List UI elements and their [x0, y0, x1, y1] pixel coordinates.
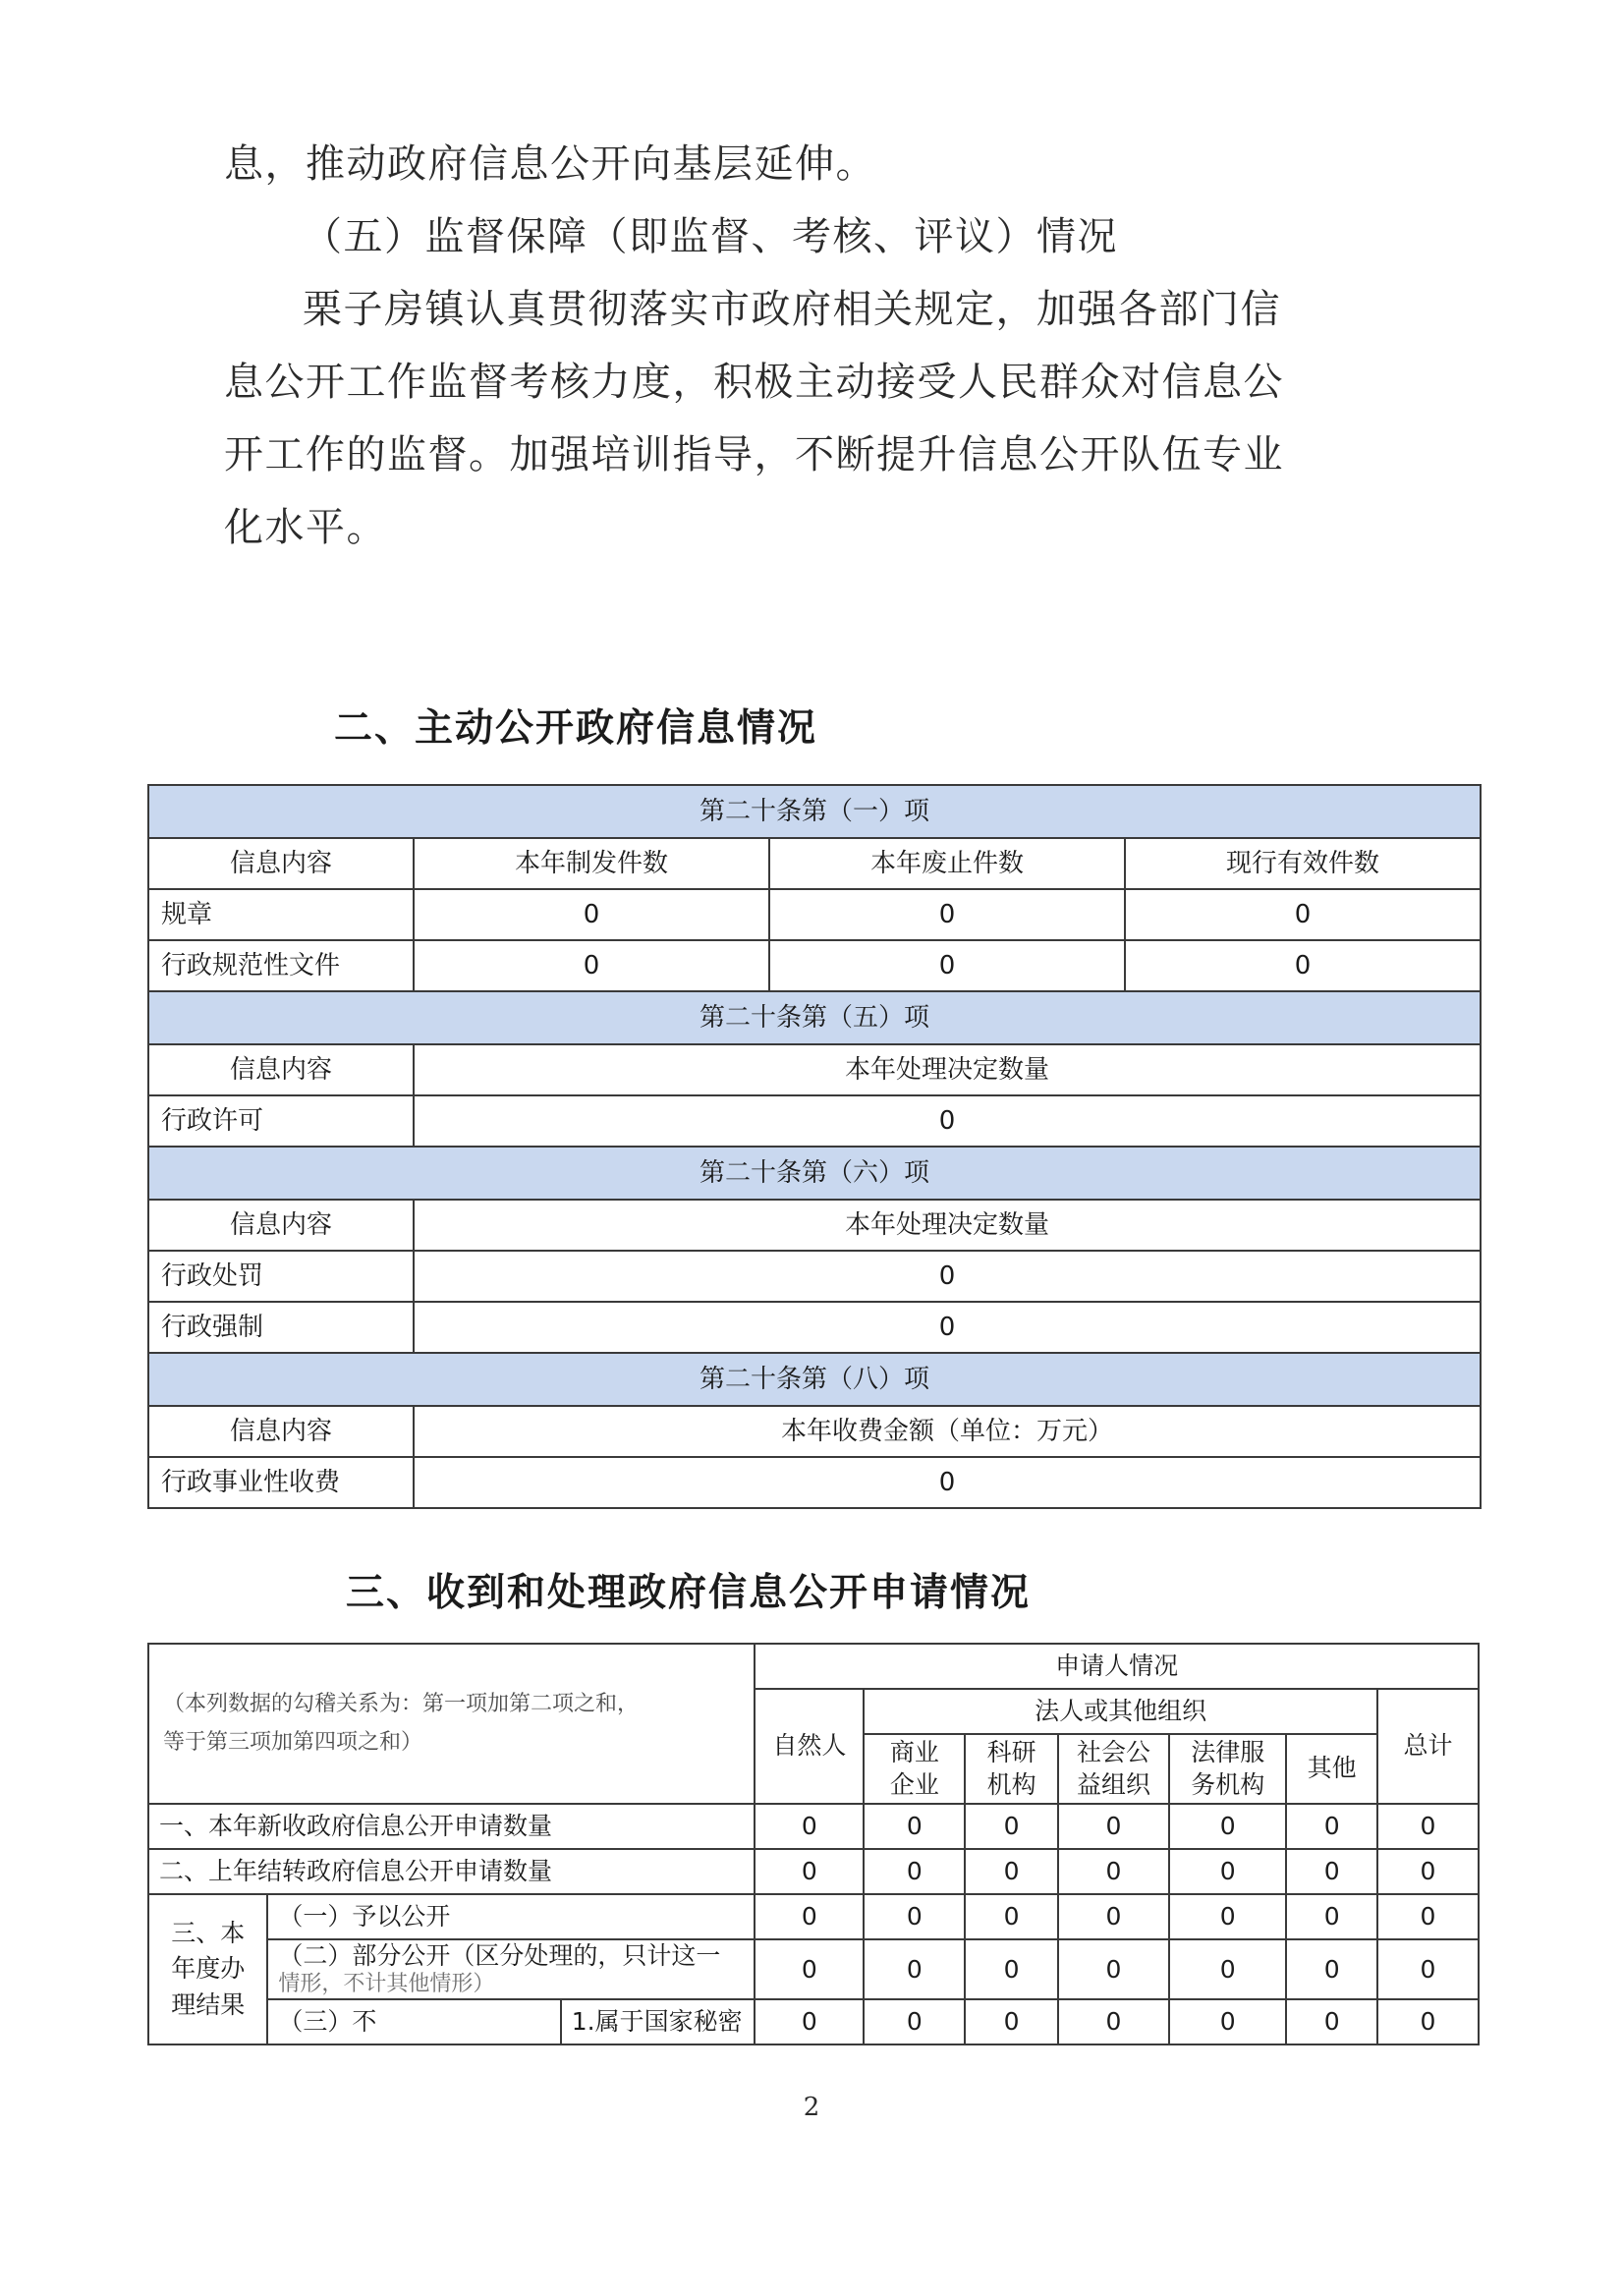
table-row — [148, 1044, 1481, 1095]
cell-value: 0 — [755, 1894, 864, 1939]
paragraph-line-1: 息，推动政府信息公开向基层延伸。 — [224, 141, 876, 187]
paragraph-line-4: 息公开工作监督考核力度，积极主动接受人民群众对信息公 — [224, 360, 1284, 405]
section-heading-three: 三、收到和处理政府信息公开申请情况 — [346, 1571, 1032, 1615]
row-label-admin-coercion: 行政强制 — [148, 1302, 414, 1353]
paragraph-line-6: 化水平。 — [224, 505, 387, 550]
row-label-disclose: （一）予以公开 — [267, 1894, 755, 1939]
col-header-info-content: 信息内容 — [148, 1200, 414, 1251]
cell-value: 0 — [1286, 1804, 1377, 1849]
row-label-state-secret: 1.属于国家秘密 — [561, 1999, 756, 2044]
cell-value: 0 — [1058, 1939, 1169, 1999]
cell-value: 0 — [1286, 1894, 1377, 1939]
cell-value: 0 — [414, 940, 769, 991]
table-row — [148, 889, 1481, 940]
cell-value: 0 — [965, 1999, 1058, 2044]
cell-value: 0 — [755, 1849, 864, 1894]
cell-value: 0 — [965, 1939, 1058, 1999]
table-row — [148, 1251, 1481, 1302]
cell-value: 0 — [1377, 1999, 1479, 2044]
col-header-commercial-enterprise: 商业 企业 — [864, 1734, 965, 1804]
row-label-normative-doc: 行政规范性文件 — [148, 940, 414, 991]
col-header-legal-service-org: 法律服 务机构 — [1169, 1734, 1286, 1804]
table-row — [148, 1302, 1481, 1353]
table-row — [148, 991, 1481, 1044]
table-row — [148, 1894, 1479, 1939]
paragraph-line-3: 栗子房镇认真贯彻落实市政府相关规定，加强各部门信 — [303, 287, 1281, 332]
table-row — [148, 1804, 1479, 1849]
row-label-admin-penalty: 行政处罚 — [148, 1251, 414, 1302]
row-label-regulation: 规章 — [148, 889, 414, 940]
col-header-total: 总计 — [1377, 1689, 1479, 1804]
table-row — [148, 1406, 1481, 1457]
cell-value: 0 — [1169, 1849, 1286, 1894]
table-row — [148, 1939, 1479, 1999]
cell-value: 0 — [1377, 1894, 1479, 1939]
partial-disclose-line-1: （二）部分公开（区分处理的，只计这一 — [278, 1941, 721, 1970]
table-row — [148, 785, 1481, 838]
page-number: 2 — [803, 2093, 820, 2122]
row-label-carried-over: 二、上年结转政府信息公开申请数量 — [148, 1849, 755, 1894]
col-header-fee-amount: 本年收费金额（单位：万元） — [414, 1406, 1481, 1457]
col-header-info-content: 信息内容 — [148, 1406, 414, 1457]
group-header-applicant: 申请人情况 — [755, 1644, 1479, 1689]
cell-value: 0 — [965, 1804, 1058, 1849]
row-label-annual-results: 三、本 年度办 理结果 — [148, 1894, 267, 2044]
cell-value: 0 — [1058, 1849, 1169, 1894]
row-label-new-requests: 一、本年新收政府信息公开申请数量 — [148, 1804, 755, 1849]
table-row — [148, 838, 1481, 889]
band-item-1: 第二十条第（一）项 — [148, 785, 1481, 838]
cell-value: 0 — [414, 1457, 1481, 1508]
section-heading-two: 二、主动公开政府信息情况 — [334, 706, 818, 751]
col-header-effective-count: 现行有效件数 — [1125, 838, 1481, 889]
corner-note-cell — [148, 1644, 755, 1804]
proactive-disclosure-table — [147, 784, 1482, 1509]
paragraph-line-5: 开工作的监督。加强培训指导，不断提升信息公开队伍专业 — [224, 432, 1284, 477]
cell-value: 0 — [1125, 940, 1481, 991]
cell-value: 0 — [1058, 1894, 1169, 1939]
row-label-not-disclose: （三）不 — [267, 1999, 560, 2044]
cell-value: 0 — [755, 1939, 864, 1999]
cell-value: 0 — [1377, 1939, 1479, 1999]
corner-note-line-2: 等于第三项加第四项之和） — [163, 1729, 423, 1755]
row-label-admin-license: 行政许可 — [148, 1095, 414, 1147]
table-row — [148, 1999, 1479, 2044]
cell-value: 0 — [1169, 1999, 1286, 2044]
col-header-decisions-count: 本年处理决定数量 — [414, 1200, 1481, 1251]
table-row — [148, 1147, 1481, 1200]
cell-value: 0 — [864, 1999, 965, 2044]
table-row — [148, 1849, 1479, 1894]
table-row — [148, 1095, 1481, 1147]
cell-value: 0 — [755, 1999, 864, 2044]
cell-value: 0 — [414, 889, 769, 940]
cell-value: 0 — [755, 1804, 864, 1849]
cell-value: 0 — [965, 1849, 1058, 1894]
requests-received-table — [147, 1643, 1480, 2045]
cell-value: 0 — [1377, 1804, 1479, 1849]
table-row — [148, 1200, 1481, 1251]
cell-value: 0 — [1169, 1894, 1286, 1939]
corner-note-line-1: （本列数据的勾稽关系为：第一项加第二项之和， — [163, 1692, 640, 1716]
cell-value: 0 — [414, 1302, 1481, 1353]
row-label-admin-fee: 行政事业性收费 — [148, 1457, 414, 1508]
cell-value: 0 — [1377, 1849, 1479, 1894]
band-item-6: 第二十条第（六）项 — [148, 1147, 1481, 1200]
cell-value: 0 — [1125, 889, 1481, 940]
partial-disclose-line-2: 情形，不计其他情形） — [278, 1972, 495, 1997]
cell-value: 0 — [864, 1939, 965, 1999]
band-item-8: 第二十条第（八）项 — [148, 1353, 1481, 1406]
cell-value: 0 — [864, 1894, 965, 1939]
cell-value: 0 — [769, 889, 1125, 940]
cell-value: 0 — [1058, 1804, 1169, 1849]
cell-value: 0 — [1286, 1939, 1377, 1999]
cell-value: 0 — [414, 1095, 1481, 1147]
table-row — [148, 940, 1481, 991]
body-text-block — [224, 128, 1403, 564]
cell-value: 0 — [1286, 1849, 1377, 1894]
cell-value: 0 — [1169, 1804, 1286, 1849]
row-label-partial-disclose — [267, 1939, 755, 1999]
col-header-other: 其他 — [1286, 1734, 1377, 1804]
band-item-5: 第二十条第（五）项 — [148, 991, 1481, 1044]
col-header-social-welfare-org: 社会公 益组织 — [1058, 1734, 1169, 1804]
col-header-natural-person: 自然人 — [755, 1689, 864, 1804]
col-header-research-institution: 科研 机构 — [965, 1734, 1058, 1804]
table-row — [148, 1644, 1479, 1689]
col-header-abolished-count: 本年废止件数 — [769, 838, 1125, 889]
paragraph-line-2: （五）监督保障（即监督、考核、评议）情况 — [303, 214, 1118, 259]
cell-value: 0 — [1169, 1939, 1286, 1999]
table-row — [148, 1353, 1481, 1406]
col-header-info-content: 信息内容 — [148, 838, 414, 889]
table-row — [148, 1457, 1481, 1508]
col-header-issued-count: 本年制发件数 — [414, 838, 769, 889]
col-header-info-content: 信息内容 — [148, 1044, 414, 1095]
cell-value: 0 — [864, 1849, 965, 1894]
cell-value: 0 — [1286, 1999, 1377, 2044]
group-header-legal-entity: 法人或其他组织 — [864, 1689, 1377, 1734]
col-header-decisions-count: 本年处理决定数量 — [414, 1044, 1481, 1095]
cell-value: 0 — [769, 940, 1125, 991]
cell-value: 0 — [965, 1894, 1058, 1939]
cell-value: 0 — [1058, 1999, 1169, 2044]
cell-value: 0 — [864, 1804, 965, 1849]
cell-value: 0 — [414, 1251, 1481, 1302]
